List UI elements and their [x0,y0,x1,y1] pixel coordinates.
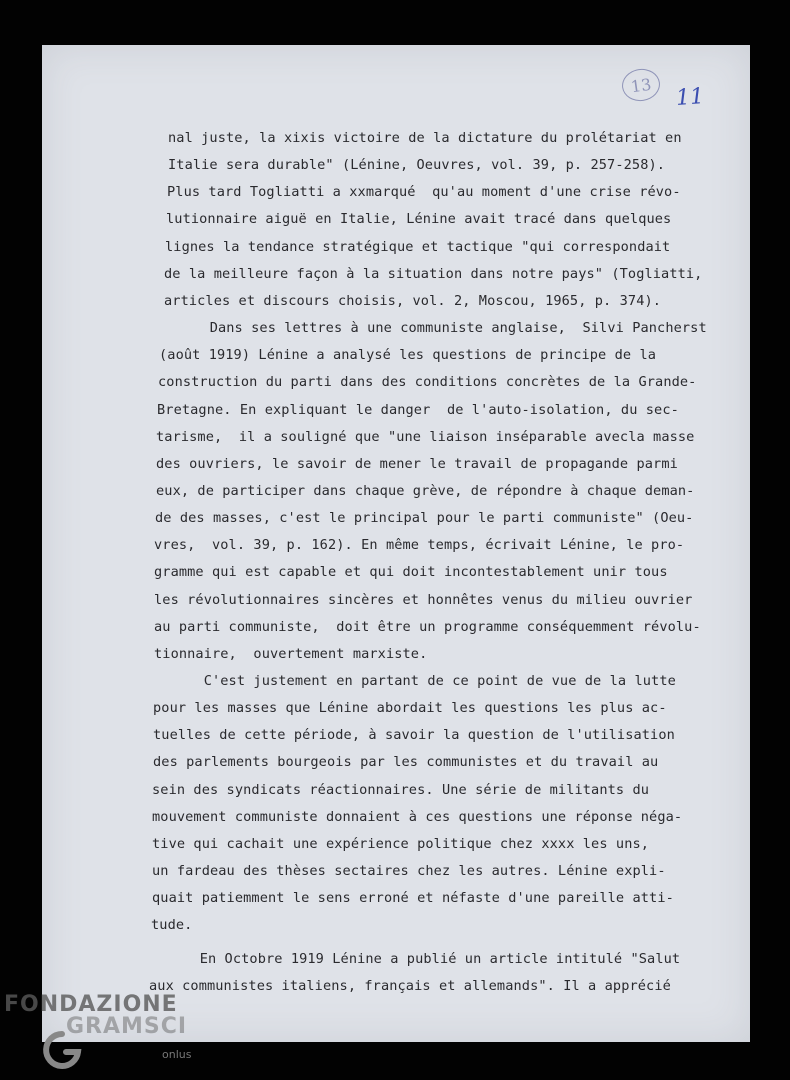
text-line: des parlements bourgeois par les communistes et du travail au [153,754,659,771]
text-line: (août 1919) Lénine a analysé les questions de principe de la [159,347,657,364]
text-line: sein des syndicats réactionnaires. Une série de militants du [152,781,650,798]
text-line: Plus tard Togliatti a xxmarqué qu'au moment d'une crise révo- [167,184,681,201]
text-line: pour les masses que Lénine abordait les questions les plus ac- [153,700,667,717]
text-line: vres, vol. 39, p. 162). En même temps, écrivait Lénine, le pro- [154,537,685,554]
text-line: aux communistes italiens, français et allemands". Il a apprécié [149,977,671,994]
text-line: au parti communiste, doit être un programme conséquemment révolu- [154,618,701,635]
text-line: Italie sera durable" (Lénine, Oeuvres, vol. 39, p. 257-258). [168,157,666,174]
text-line: tude. [151,917,193,934]
text-line: des ouvriers, le savoir de mener le travail de propagande parmi [156,455,678,472]
text-line: mouvement communiste donnaient à ces questions une réponse néga- [152,808,683,825]
text-line: tarisme, il a souligné que "une liaison inséparable avecla masse [156,428,695,445]
typed-text-body [42,45,750,1042]
text-line: de la meilleure façon à la situation dans notre pays" (Togliatti, [164,265,703,282]
text-line: tuelles de cette période, à savoir la question de l'utilisation [153,727,675,744]
text-line: En Octobre 1919 Lénine a publié un article intitulé "Salut [150,950,681,967]
text-line: C'est justement en partant de ce point de vue de la lutte [154,673,676,689]
text-line: eux, de participer dans chaque grève, de répondre à chaque deman- [156,482,695,499]
text-line: gramme qui est capable et qui doit incontestablement unir tous [154,564,668,581]
foundation-watermark [4,992,244,1077]
text-line: tive qui cachait une expérience politique chez xxxx les uns, [152,835,650,852]
text-line: un fardeau des thèses sectaires chez les autres. Lénine expli- [152,863,666,880]
document-page [42,45,750,1042]
text-line: articles et discours choisis, vol. 2, Moscou, 1965, p. 374). [164,292,662,309]
text-line: les révolutionnaires sincères et honnêtes venus du milieu ouvrier [154,591,693,608]
foundation-logo-icon [32,1028,92,1072]
folio-circled-number: 13 [620,67,662,104]
text-line: lignes la tendance stratégique et tactique "qui correspondait [165,238,671,255]
text-line: nal juste, la xixis victoire de la dictature du prolétariat en [168,130,682,146]
text-line: de des masses, c'est le principal pour le parti communiste" (Oeu- [155,510,694,527]
text-line: tionnaire, ouvertement marxiste. [154,645,428,662]
text-line: construction du parti dans des conditions concrètes de la Grande- [158,374,697,391]
watermark-title: FONDAZIONE [4,992,178,1017]
text-line: Bretagne. En expliquant le danger de l'auto-isolation, du sec- [157,401,679,418]
watermark-subtitle: GRAMSCI [66,1014,188,1039]
text-line: quait patiemment le sens erroné et néfaste d'une pareille atti- [152,890,674,907]
watermark-onlus: onlus [162,1048,192,1061]
text-line: Dans ses lettres à une communiste anglaise, Silvi Pancherst [160,320,707,337]
folio-handwritten-number: 11 [675,84,705,111]
text-line: lutionnaire aiguë en Italie, Lénine avait tracé dans quelques [166,211,672,228]
